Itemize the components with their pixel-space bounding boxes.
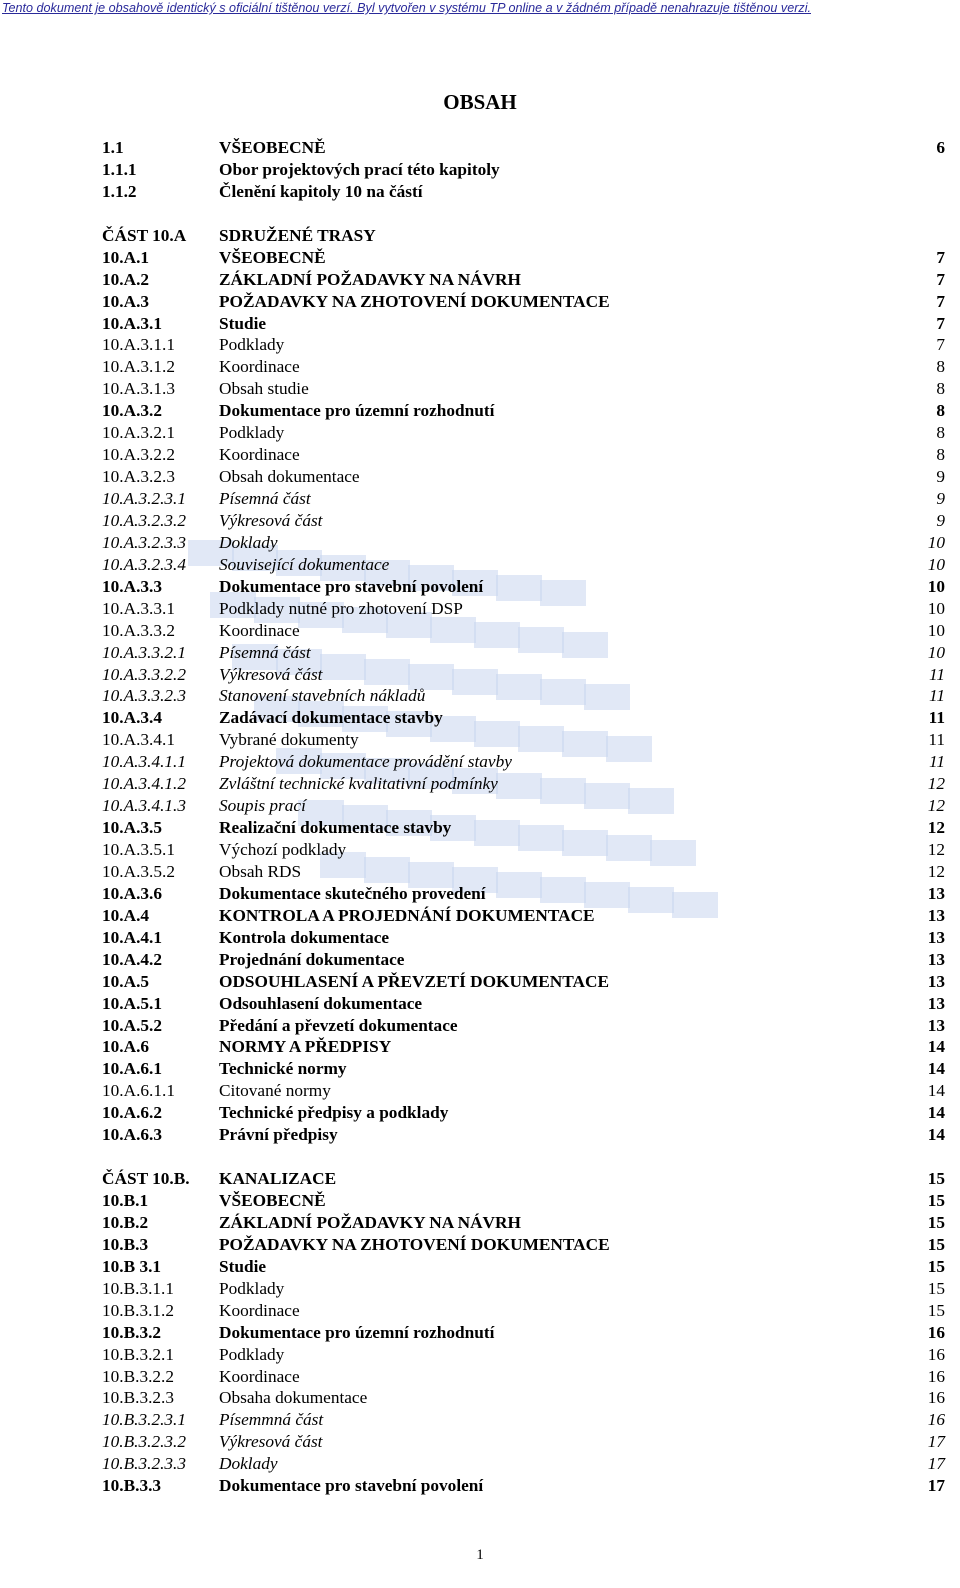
toc-entry-title: Právní předpisy <box>219 1125 338 1145</box>
toc-entry-number: 10.A.3.4.1 <box>102 730 175 750</box>
toc-entry-number: 10.A.2 <box>102 269 150 289</box>
toc-entry-page: 7 <box>936 291 945 311</box>
toc-entry <box>102 1102 945 1124</box>
toc-entry-title: Písemná část <box>219 642 311 662</box>
toc-entry-title: Dokumentace pro územní rozhodnutí <box>219 401 495 421</box>
toc-entry-page: 14 <box>927 1059 945 1079</box>
toc-entry <box>102 883 945 905</box>
toc-entry-page: 14 <box>927 1037 945 1057</box>
toc-entry-title: POŽADAVKY NA ZHOTOVENÍ DOKUMENTACE <box>219 1234 610 1254</box>
toc-entry-number: 10.A.3.3 <box>102 576 163 596</box>
toc-entry <box>102 1015 945 1037</box>
toc-entry-title: Předání a převzetí dokumentace <box>219 1015 458 1035</box>
toc-entry-page: 7 <box>936 313 945 333</box>
toc-entry <box>102 1124 945 1146</box>
toc-entry-page: 10 <box>927 620 945 640</box>
toc-entry-page: 8 <box>936 401 945 421</box>
toc-entry-page: 11 <box>928 708 945 728</box>
page-title: OBSAH <box>443 90 517 114</box>
toc-entry <box>102 729 945 751</box>
toc-entry <box>102 1212 945 1234</box>
toc-entry <box>102 1278 945 1300</box>
toc-entry-number: 10.A.3.4.1.3 <box>102 796 187 816</box>
toc-entry-number: 10.A.1 <box>102 247 150 267</box>
toc-entry <box>102 1366 945 1388</box>
toc-entry-number: 10.A.3.1 <box>102 313 163 333</box>
toc-entry-title: NORMY A PŘEDPISY <box>219 1037 392 1057</box>
toc-entry-page: 15 <box>927 1212 945 1232</box>
toc-entry-page: 15 <box>927 1191 945 1210</box>
toc-entry-title: KONTROLA A PROJEDNÁNÍ DOKUMENTACE <box>219 905 595 925</box>
toc-entry-number: 10.A.3.3.2.1 <box>102 642 187 662</box>
toc-entry-title: Výchozí podklady <box>219 840 347 859</box>
toc-entry-number: 10.A.3.2.3.1 <box>102 489 187 508</box>
toc-entry-number: 10.B.3.1.2 <box>102 1300 175 1320</box>
toc-entry <box>102 334 945 356</box>
toc-entry-number: 10.A.3.3.2.3 <box>102 686 187 706</box>
toc-entry <box>102 313 945 335</box>
toc-entry <box>102 598 945 620</box>
toc-entry-page: 15 <box>927 1278 945 1298</box>
toc-entry-number: 10.B.3.2.2 <box>102 1366 175 1386</box>
toc-entry-page: 15 <box>927 1300 945 1320</box>
toc-entry-title: Studie <box>219 1256 267 1276</box>
toc-entry <box>102 1080 945 1102</box>
toc-entry-title: VŠEOBECNĚ <box>219 247 326 267</box>
toc-entry <box>102 247 945 269</box>
toc-entry-page: 7 <box>936 269 945 289</box>
toc-entry <box>102 905 945 927</box>
toc-entry-title: Výkresová část <box>219 1432 323 1452</box>
toc-entry <box>102 225 945 247</box>
toc-entry-number: 10.A.3.5 <box>102 818 163 838</box>
toc-entry-number: 10.A.5 <box>102 971 150 991</box>
toc-entry <box>102 795 945 817</box>
toc-entry-number: 10.A.3.2.2 <box>102 445 175 465</box>
toc-entry-title: Koordinace <box>219 1366 300 1386</box>
toc-entry <box>102 664 945 686</box>
toc-entry <box>102 949 945 971</box>
toc-entry-page: 10 <box>927 642 945 662</box>
toc-entry-page: 16 <box>927 1322 945 1342</box>
toc-entry-title: Obor projektových prací této kapitoly <box>219 159 500 179</box>
toc-entry-page: 10 <box>927 532 945 552</box>
toc-entry-page: 14 <box>927 1103 945 1123</box>
toc-entry-number: 10.A.6.1 <box>102 1059 163 1079</box>
toc-entry-title: SDRUŽENÉ TRASY <box>219 225 376 245</box>
toc-entry-number: 10.B.3 <box>102 1234 149 1254</box>
toc-entry-page: 14 <box>927 1081 945 1101</box>
toc-entry <box>102 1058 945 1080</box>
toc-entry-number: 1.1.2 <box>102 181 137 201</box>
toc-entry <box>102 532 945 554</box>
toc-entry <box>102 1453 945 1475</box>
toc-entry-number: 10.B.3.2.3.1 <box>102 1410 187 1430</box>
toc-entry <box>102 576 945 598</box>
toc-entry-page: 9 <box>936 510 945 530</box>
toc-entry-title: Podklady <box>219 1278 285 1298</box>
toc-entry-page: 14 <box>927 1125 945 1145</box>
toc-entry-page: 12 <box>927 796 945 816</box>
toc-entry <box>102 685 945 707</box>
toc-entry-number: 10.A.3.2.1 <box>102 423 175 443</box>
toc-entry-page: 10 <box>927 576 945 596</box>
toc-entry-number: 10.A.3.3.2.2 <box>102 664 187 684</box>
toc-entry-page: 17 <box>927 1476 945 1496</box>
toc-entry-title: Podklady <box>219 1344 285 1364</box>
toc-entry-number: 10.A.5.2 <box>102 1015 163 1035</box>
toc-entry-number: 10.B.2 <box>102 1212 149 1232</box>
toc-entry-number: 10.A.3.3.2 <box>102 620 175 640</box>
toc-entry-title: Citované normy <box>219 1081 331 1101</box>
toc-entry-title: Související dokumentace <box>219 554 390 574</box>
toc-entry-page: 17 <box>927 1454 945 1474</box>
toc-entry <box>102 1168 945 1190</box>
toc-entry-page: 15 <box>927 1169 945 1189</box>
toc-entry-title: POŽADAVKY NA ZHOTOVENÍ DOKUMENTACE <box>219 291 610 311</box>
toc-entry <box>102 1409 945 1431</box>
toc-entry-title: Obsaha dokumentace <box>219 1388 368 1408</box>
toc-entry-title: Členění kapitoly 10 na částí <box>219 181 423 201</box>
toc-entry <box>102 422 945 444</box>
toc-entry <box>102 1256 945 1278</box>
toc-entry-number: 10.A.6.1.1 <box>102 1081 175 1101</box>
toc-entry-page: 8 <box>936 423 945 443</box>
toc-entry-page: 12 <box>927 861 945 881</box>
toc-entry-page: 13 <box>927 971 945 991</box>
toc-entry-page: 15 <box>927 1256 945 1276</box>
toc-entry-number: 10.A.3.2.3.4 <box>102 554 187 574</box>
toc-entry-title: ZÁKLADNÍ POŽADAVKY NA NÁVRH <box>219 1212 521 1232</box>
toc-entry-page: 11 <box>928 730 945 750</box>
toc-entry-title: Dokumentace skutečného provedení <box>219 883 486 903</box>
toc-entry-number: 10.A.5.1 <box>102 993 163 1013</box>
toc-entry-page: 10 <box>927 598 945 618</box>
toc-entry-page: 11 <box>929 664 945 684</box>
toc-entry-page: 8 <box>936 379 945 399</box>
toc-entry-title: Výkresová část <box>219 664 323 684</box>
toc-entry-number: 10.A.6.2 <box>102 1103 163 1123</box>
toc-entry-number: 10.A.3.2.3 <box>102 467 175 487</box>
toc-entry <box>102 1475 945 1497</box>
toc-entry-page: 13 <box>927 949 945 969</box>
toc-entry-title: Koordinace <box>219 445 300 465</box>
toc-entry-title: Koordinace <box>219 620 300 640</box>
toc-entry-number: ČÁST 10.B. <box>102 1169 190 1189</box>
toc-entry <box>102 554 945 576</box>
toc-entry-page: 11 <box>929 686 945 706</box>
toc-entry <box>102 839 945 861</box>
toc-entry <box>102 137 945 159</box>
toc-entry-title: Stanovení stavebních nákladů <box>219 686 426 706</box>
toc-entry <box>102 488 945 510</box>
toc-entry-page: 10 <box>927 554 945 574</box>
toc-entry-number: 1.1 <box>102 138 124 157</box>
toc-entry-number: 10.A.3.1.2 <box>102 357 175 377</box>
toc-entry-page: 16 <box>927 1344 945 1364</box>
toc-entry-number: 10.A.3 <box>102 291 150 311</box>
toc-entry-number: 10.A.3.1.1 <box>102 335 175 355</box>
toc-entry-number: 10.B.3.3 <box>102 1476 162 1496</box>
toc-entry-title: Projednání dokumentace <box>219 949 405 969</box>
toc-entry-title: Doklady <box>219 1454 278 1474</box>
toc-entry-page: 11 <box>929 752 945 772</box>
toc-entry-number: 10.A.3.4.1.2 <box>102 774 187 794</box>
toc-entry-number: 10.A.3.5.2 <box>102 861 175 881</box>
toc-entry-title: Výkresová část <box>219 510 323 530</box>
toc-entry-number: 10.A.3.4.1.1 <box>102 752 187 772</box>
toc-entry-page: 8 <box>936 357 945 377</box>
toc-entry-title: Dokumentace pro územní rozhodnutí <box>219 1322 495 1342</box>
toc-entry <box>102 181 945 203</box>
toc-entry <box>102 400 945 422</box>
toc-entry-page: 13 <box>927 905 945 925</box>
toc-entry-number: ČÁST 10.A <box>102 225 187 245</box>
toc-entry <box>102 1431 945 1453</box>
toc-entry-title: ODSOUHLASENÍ A PŘEVZETÍ DOKUMENTACE <box>219 971 610 991</box>
toc-entry-number: 10.A.3.2.3.3 <box>102 532 187 552</box>
toc-entry-title: Obsah studie <box>219 379 309 399</box>
page-number: 1 <box>476 1547 484 1563</box>
toc-entry-title: Kontrola dokumentace <box>219 927 390 947</box>
toc-entry-page: 12 <box>927 840 945 859</box>
toc-entry-number: 10.B.3.2.1 <box>102 1344 175 1364</box>
toc-entry-page: 7 <box>936 335 945 355</box>
toc-entry-title: Studie <box>219 313 267 333</box>
toc-entry-number: 10.B.3.2.3.2 <box>102 1432 187 1452</box>
toc-entry-title: Obsah RDS <box>219 861 302 881</box>
toc-entry <box>102 971 945 993</box>
toc-entry-title: Písemmná část <box>219 1410 324 1430</box>
toc-entry <box>102 993 945 1015</box>
toc-entry-title: Zvláštní technické kvalitativní podmínky <box>219 774 498 794</box>
toc-entry-title: ZÁKLADNÍ POŽADAVKY NA NÁVRH <box>219 269 521 289</box>
toc-entry-number: 10.A.4 <box>102 905 150 925</box>
toc-entry-number: 10.A.6 <box>102 1037 150 1057</box>
toc-entry-page: 17 <box>927 1432 945 1452</box>
toc-entry-page: 15 <box>927 1234 945 1254</box>
toc-entry-page: 8 <box>936 445 945 465</box>
toc-entry <box>102 620 945 642</box>
toc-entry-title: Projektová dokumentace provádění stavby <box>219 752 512 772</box>
toc-entry-number: 1.1.1 <box>102 159 137 179</box>
toc-entry-number: 10.A.4.1 <box>102 927 163 947</box>
toc-entry <box>102 927 945 949</box>
toc-entry-number: 10.A.4.2 <box>102 949 163 969</box>
toc-entry-title: Doklady <box>219 532 278 552</box>
toc-entry <box>102 466 945 488</box>
toc-entry <box>102 1234 945 1256</box>
toc-entry-page: 9 <box>936 467 945 487</box>
toc-entry-title: Písemná část <box>219 489 311 508</box>
toc-entry-page: 9 <box>936 489 945 508</box>
toc-entry-title: VŠEOBECNĚ <box>219 1191 326 1210</box>
toc-entry-number: 10.B.3.2.3.3 <box>102 1454 187 1474</box>
toc-entry-title: KANALIZACE <box>219 1169 337 1189</box>
toc-entry <box>102 159 945 181</box>
toc-entry-number: 10.A.3.1.3 <box>102 379 175 399</box>
toc-entry-title: VŠEOBECNĚ <box>219 138 326 157</box>
toc-entry <box>102 1322 945 1344</box>
toc-entry-number: 10.A.3.4 <box>102 708 163 728</box>
toc-entry <box>102 510 945 532</box>
toc-entry-page: 13 <box>927 883 945 903</box>
toc-entry-title: Odsouhlasení dokumentace <box>219 993 423 1013</box>
toc-entry-page: 12 <box>927 818 945 838</box>
toc-entry <box>102 1344 945 1366</box>
toc-entry-number: 10.A.3.2.3.2 <box>102 510 187 530</box>
toc-entry-title: Dokumentace pro stavební povolení <box>219 1476 484 1496</box>
toc-entry-title: Realizační dokumentace stavby <box>219 818 452 838</box>
toc-entry <box>102 1387 945 1409</box>
toc-entry-page: 13 <box>927 993 945 1013</box>
toc-entry <box>102 269 945 291</box>
toc-entry-title: Soupis prací <box>219 796 306 816</box>
toc-entry-page: 6 <box>936 138 945 157</box>
toc-entry <box>102 642 945 664</box>
toc-entry <box>102 1036 945 1058</box>
toc-entry-page: 13 <box>927 1015 945 1035</box>
toc-entry-title: Podklady nutné pro zhotovení DSP <box>219 598 463 618</box>
toc-entry-page: 13 <box>927 927 945 947</box>
toc-entry-title: Obsah dokumentace <box>219 467 360 487</box>
toc-entry-title: Technické normy <box>219 1059 347 1079</box>
toc-entry-title: Koordinace <box>219 1300 300 1320</box>
toc-entry-number: 10.B 3.1 <box>102 1256 162 1276</box>
toc-entry-title: Koordinace <box>219 357 300 377</box>
toc-entry <box>102 773 945 795</box>
toc-entry-number: 10.A.3.6 <box>102 883 163 903</box>
toc-entry-number: 10.A.3.5.1 <box>102 840 175 859</box>
toc-entry-number: 10.B.1 <box>102 1191 149 1210</box>
toc-entry-title: Zadávací dokumentace stavby <box>219 708 443 728</box>
toc-entry-number: 10.B.3.1.1 <box>102 1278 175 1298</box>
toc-entry <box>102 356 945 378</box>
toc-entry-number: 10.A.3.3.1 <box>102 598 175 618</box>
toc-entry-title: Dokumentace pro stavební povolení <box>219 576 484 596</box>
table-of-contents <box>102 137 945 1497</box>
toc-entry <box>102 291 945 313</box>
toc-entry-title: Technické předpisy a podklady <box>219 1103 449 1123</box>
toc-entry-page: 7 <box>936 247 945 267</box>
toc-entry <box>102 444 945 466</box>
toc-entry <box>102 861 945 883</box>
toc-entry-page: 16 <box>927 1388 945 1408</box>
toc-entry <box>102 751 945 773</box>
toc-entry <box>102 707 945 729</box>
toc-entry <box>102 1190 945 1212</box>
toc-entry-title: Podklady <box>219 335 285 355</box>
toc-entry-page: 16 <box>927 1410 945 1430</box>
official-version-notice: Tento dokument je obsahově identický s oficiální tištěnou verzí. Byl vytvořen v systému TP online a v žádném případě nenahrazuje tištěnou verzi. <box>2 1 811 15</box>
toc-entry-number: 10.B.3.2 <box>102 1322 162 1342</box>
toc-entry <box>102 1300 945 1322</box>
toc-entry-title: Vybrané dokumenty <box>219 730 359 750</box>
toc-entry-page: 12 <box>927 774 945 794</box>
toc-entry-title: Podklady <box>219 423 285 443</box>
toc-entry-page: 16 <box>927 1366 945 1386</box>
toc-entry-number: 10.A.3.2 <box>102 401 163 421</box>
toc-entry <box>102 817 945 839</box>
toc-entry-number: 10.A.6.3 <box>102 1125 163 1145</box>
toc-entry <box>102 378 945 400</box>
toc-entry-number: 10.B.3.2.3 <box>102 1388 175 1408</box>
